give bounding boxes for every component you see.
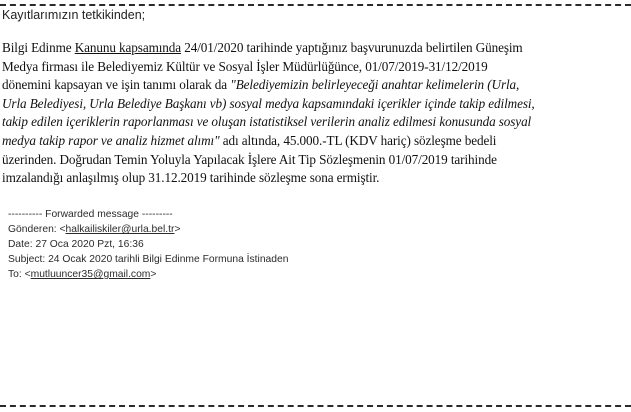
body-line-7: üzerinden. Doğrudan Temin Yoluyla Yapılacak İşlere Ait Tip Sözleşmenin 01/07/2019 tarihinde — [2, 151, 497, 167]
forward-subject: Subject: 24 Ocak 2020 tarihli Bilgi Edinme Formuna İstinaden — [8, 254, 289, 265]
body-line-6: medya takip rapor ve analiz hizmet alımı" adı altında, 45.000.-TL (KDV hariç) sözleşme bedeli — [2, 132, 497, 148]
forward-date: Date: 27 Oca 2020 Pzt, 16:36 — [8, 239, 144, 250]
from-email-link[interactable]: halkailiskiler@urla.bel.tr — [65, 224, 175, 235]
bottom-dashed-border — [0, 405, 631, 407]
letter-body — [2, 39, 627, 188]
body-line-2: Medya firması ile Belediyemiz Kültür ve Sosyal İşler Müdürlüğünce, 01/07/2019-31/12/2019 — [2, 58, 488, 74]
forwarded-message-block — [8, 207, 288, 282]
to-email-link[interactable]: mutluuncer35@gmail.com — [30, 269, 151, 280]
underlined-phrase: Kanunu kapsamında — [74, 40, 182, 55]
forward-separator: ---------- Forwarded message --------- — [8, 209, 173, 220]
forward-from: Gönderen: <halkailiskiler@urla.bel.tr> — [8, 224, 181, 235]
body-line-4: Urla Belediyesi, Urla Belediye Başkanı vb) sosyal medya kapsamındaki içerikler içinde takip edilmesi, — [2, 95, 535, 111]
body-line-1: Bilgi Edinme Kanunu kapsamında 24/01/2020 tarihinde yaptığınız başvurunuzda belirtilen Güneşim — [2, 40, 523, 55]
body-line-8: imzalandığı anlaşılmış olup 31.12.2019 tarihinde sözleşme sona ermiştir. — [2, 170, 380, 186]
top-dashed-border — [0, 4, 631, 6]
body-line-5: takip edilen içeriklerin raporlanması ve oluşan istatistiksel verilerin analiz edilmesi konusunda sosyal — [2, 114, 532, 130]
header-text: Kayıtlarımızın tetkikinden; — [2, 8, 146, 22]
body-line-3: dönemini kapsayan ve işin tanımı olarak da "Belediyemizin belirleyeceği anahtar kelimelerin (Urla, — [2, 77, 520, 93]
forward-to: To: <mutluuncer35@gmail.com> — [8, 269, 157, 280]
